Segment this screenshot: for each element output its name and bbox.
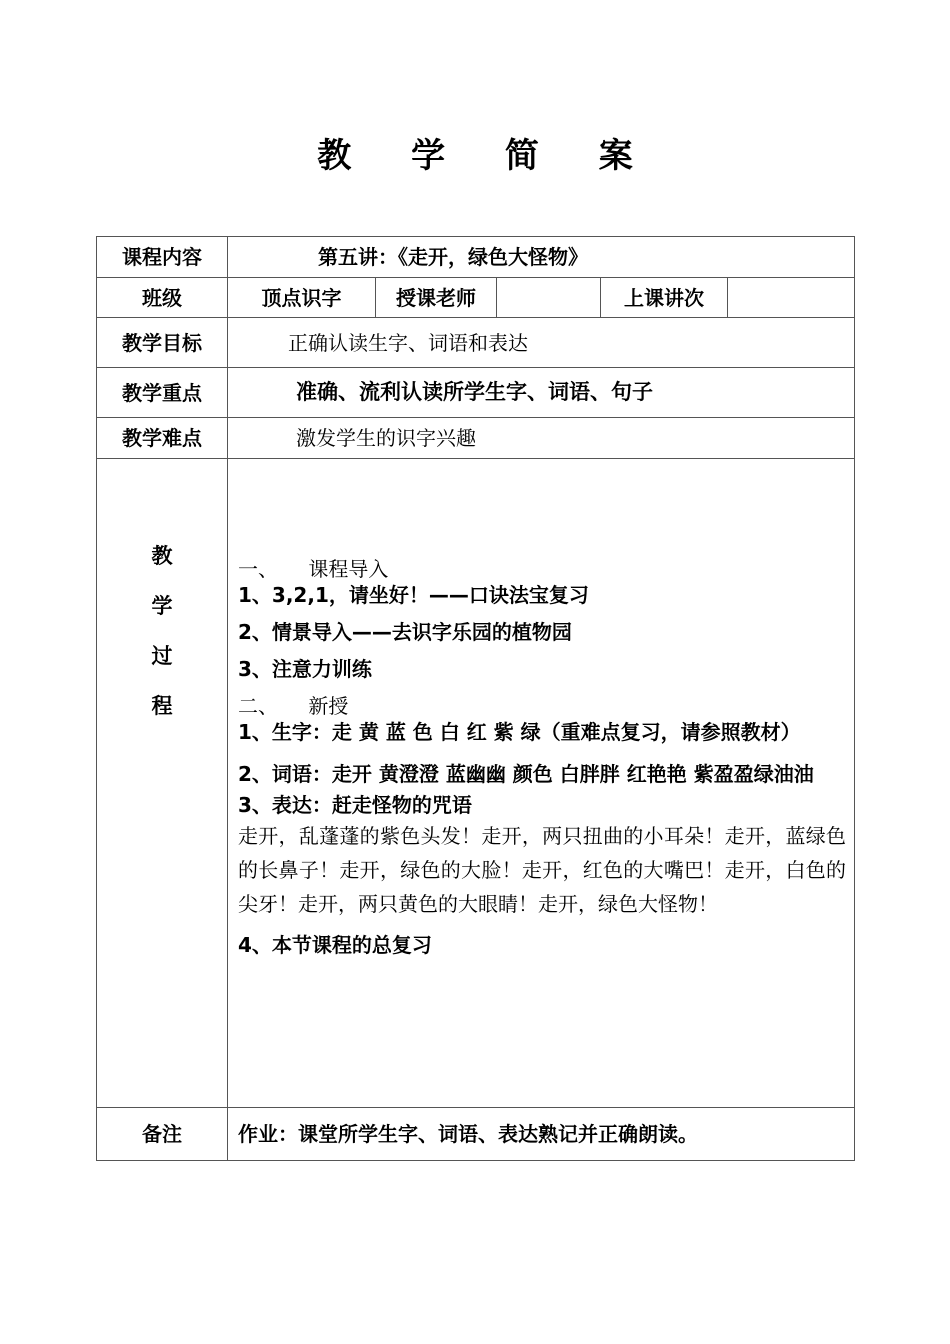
section-title: 新授 bbox=[308, 694, 349, 718]
notes-row bbox=[97, 1108, 855, 1161]
goal-value: 正确认读生字、词语和表达 bbox=[228, 318, 855, 368]
lesson-plan-table bbox=[96, 236, 855, 1161]
process-label-char: 学 bbox=[151, 594, 173, 618]
process-label bbox=[97, 459, 228, 1108]
section-heading-intro bbox=[238, 557, 846, 581]
process-row bbox=[97, 459, 855, 1108]
difficulty-label: 教学难点 bbox=[97, 418, 228, 459]
course-row bbox=[97, 237, 855, 278]
focus-label: 教学重点 bbox=[97, 368, 228, 418]
difficulty-row bbox=[97, 418, 855, 459]
process-line: 4、本节课程的总复习 bbox=[238, 933, 432, 957]
process-line: 1、生字：走 黄 蓝 色 白 红 紫 绿（重难点复习，请参照教材） bbox=[238, 720, 801, 744]
process-line: 2、情景导入——去识字乐园的植物园 bbox=[238, 620, 572, 644]
process-line: 2、词语：走开 黄澄澄 蓝幽幽 颜色 白胖胖 红艳艳 紫盈盈绿油油 bbox=[238, 762, 814, 786]
teacher-value bbox=[497, 278, 601, 318]
class-label: 班级 bbox=[97, 278, 228, 318]
session-label: 上课讲次 bbox=[601, 278, 728, 318]
process-line: 1、3,2,1，请坐好！——口诀法宝复习 bbox=[238, 583, 589, 607]
process-label-char: 过 bbox=[151, 644, 173, 668]
section-number: 二、 bbox=[238, 694, 278, 718]
difficulty-value: 激发学生的识字兴趣 bbox=[228, 418, 855, 459]
focus-value: 准确、流利认读所学生字、词语、句子 bbox=[228, 368, 855, 418]
section-heading-new bbox=[238, 694, 846, 718]
course-value: 第五讲：《走开，绿色大怪物》 bbox=[228, 237, 855, 278]
section-number: 一、 bbox=[238, 557, 278, 581]
class-value: 顶点识字 bbox=[228, 278, 376, 318]
session-value bbox=[728, 278, 855, 318]
process-line: 3、表达：赶走怪物的咒语 bbox=[238, 793, 472, 817]
page-title: 教 学 简 案 bbox=[317, 136, 657, 176]
process-line: 3、注意力训练 bbox=[238, 657, 372, 681]
goal-row bbox=[97, 318, 855, 368]
course-label: 课程内容 bbox=[97, 237, 228, 278]
teacher-label: 授课老师 bbox=[376, 278, 497, 318]
notes-label: 备注 bbox=[97, 1108, 228, 1161]
process-label-char: 教 bbox=[151, 544, 173, 568]
section-title: 课程导入 bbox=[308, 557, 389, 581]
process-content bbox=[228, 459, 855, 1108]
class-row bbox=[97, 278, 855, 318]
process-label-char: 程 bbox=[151, 694, 173, 718]
notes-value: 作业：课堂所学生字、词语、表达熟记并正确朗读。 bbox=[228, 1108, 855, 1161]
goal-label: 教学目标 bbox=[97, 318, 228, 368]
chant-paragraph: 走开，乱蓬蓬的紫色头发！走开，两只扭曲的小耳朵！走开，蓝绿色的长鼻子！走开，绿色的大脸！走开，红色的大嘴巴！走开，白色的尖牙！走开，两只黄色的大眼睛！走开，绿色大怪物！ bbox=[238, 824, 847, 916]
focus-row bbox=[97, 368, 855, 418]
